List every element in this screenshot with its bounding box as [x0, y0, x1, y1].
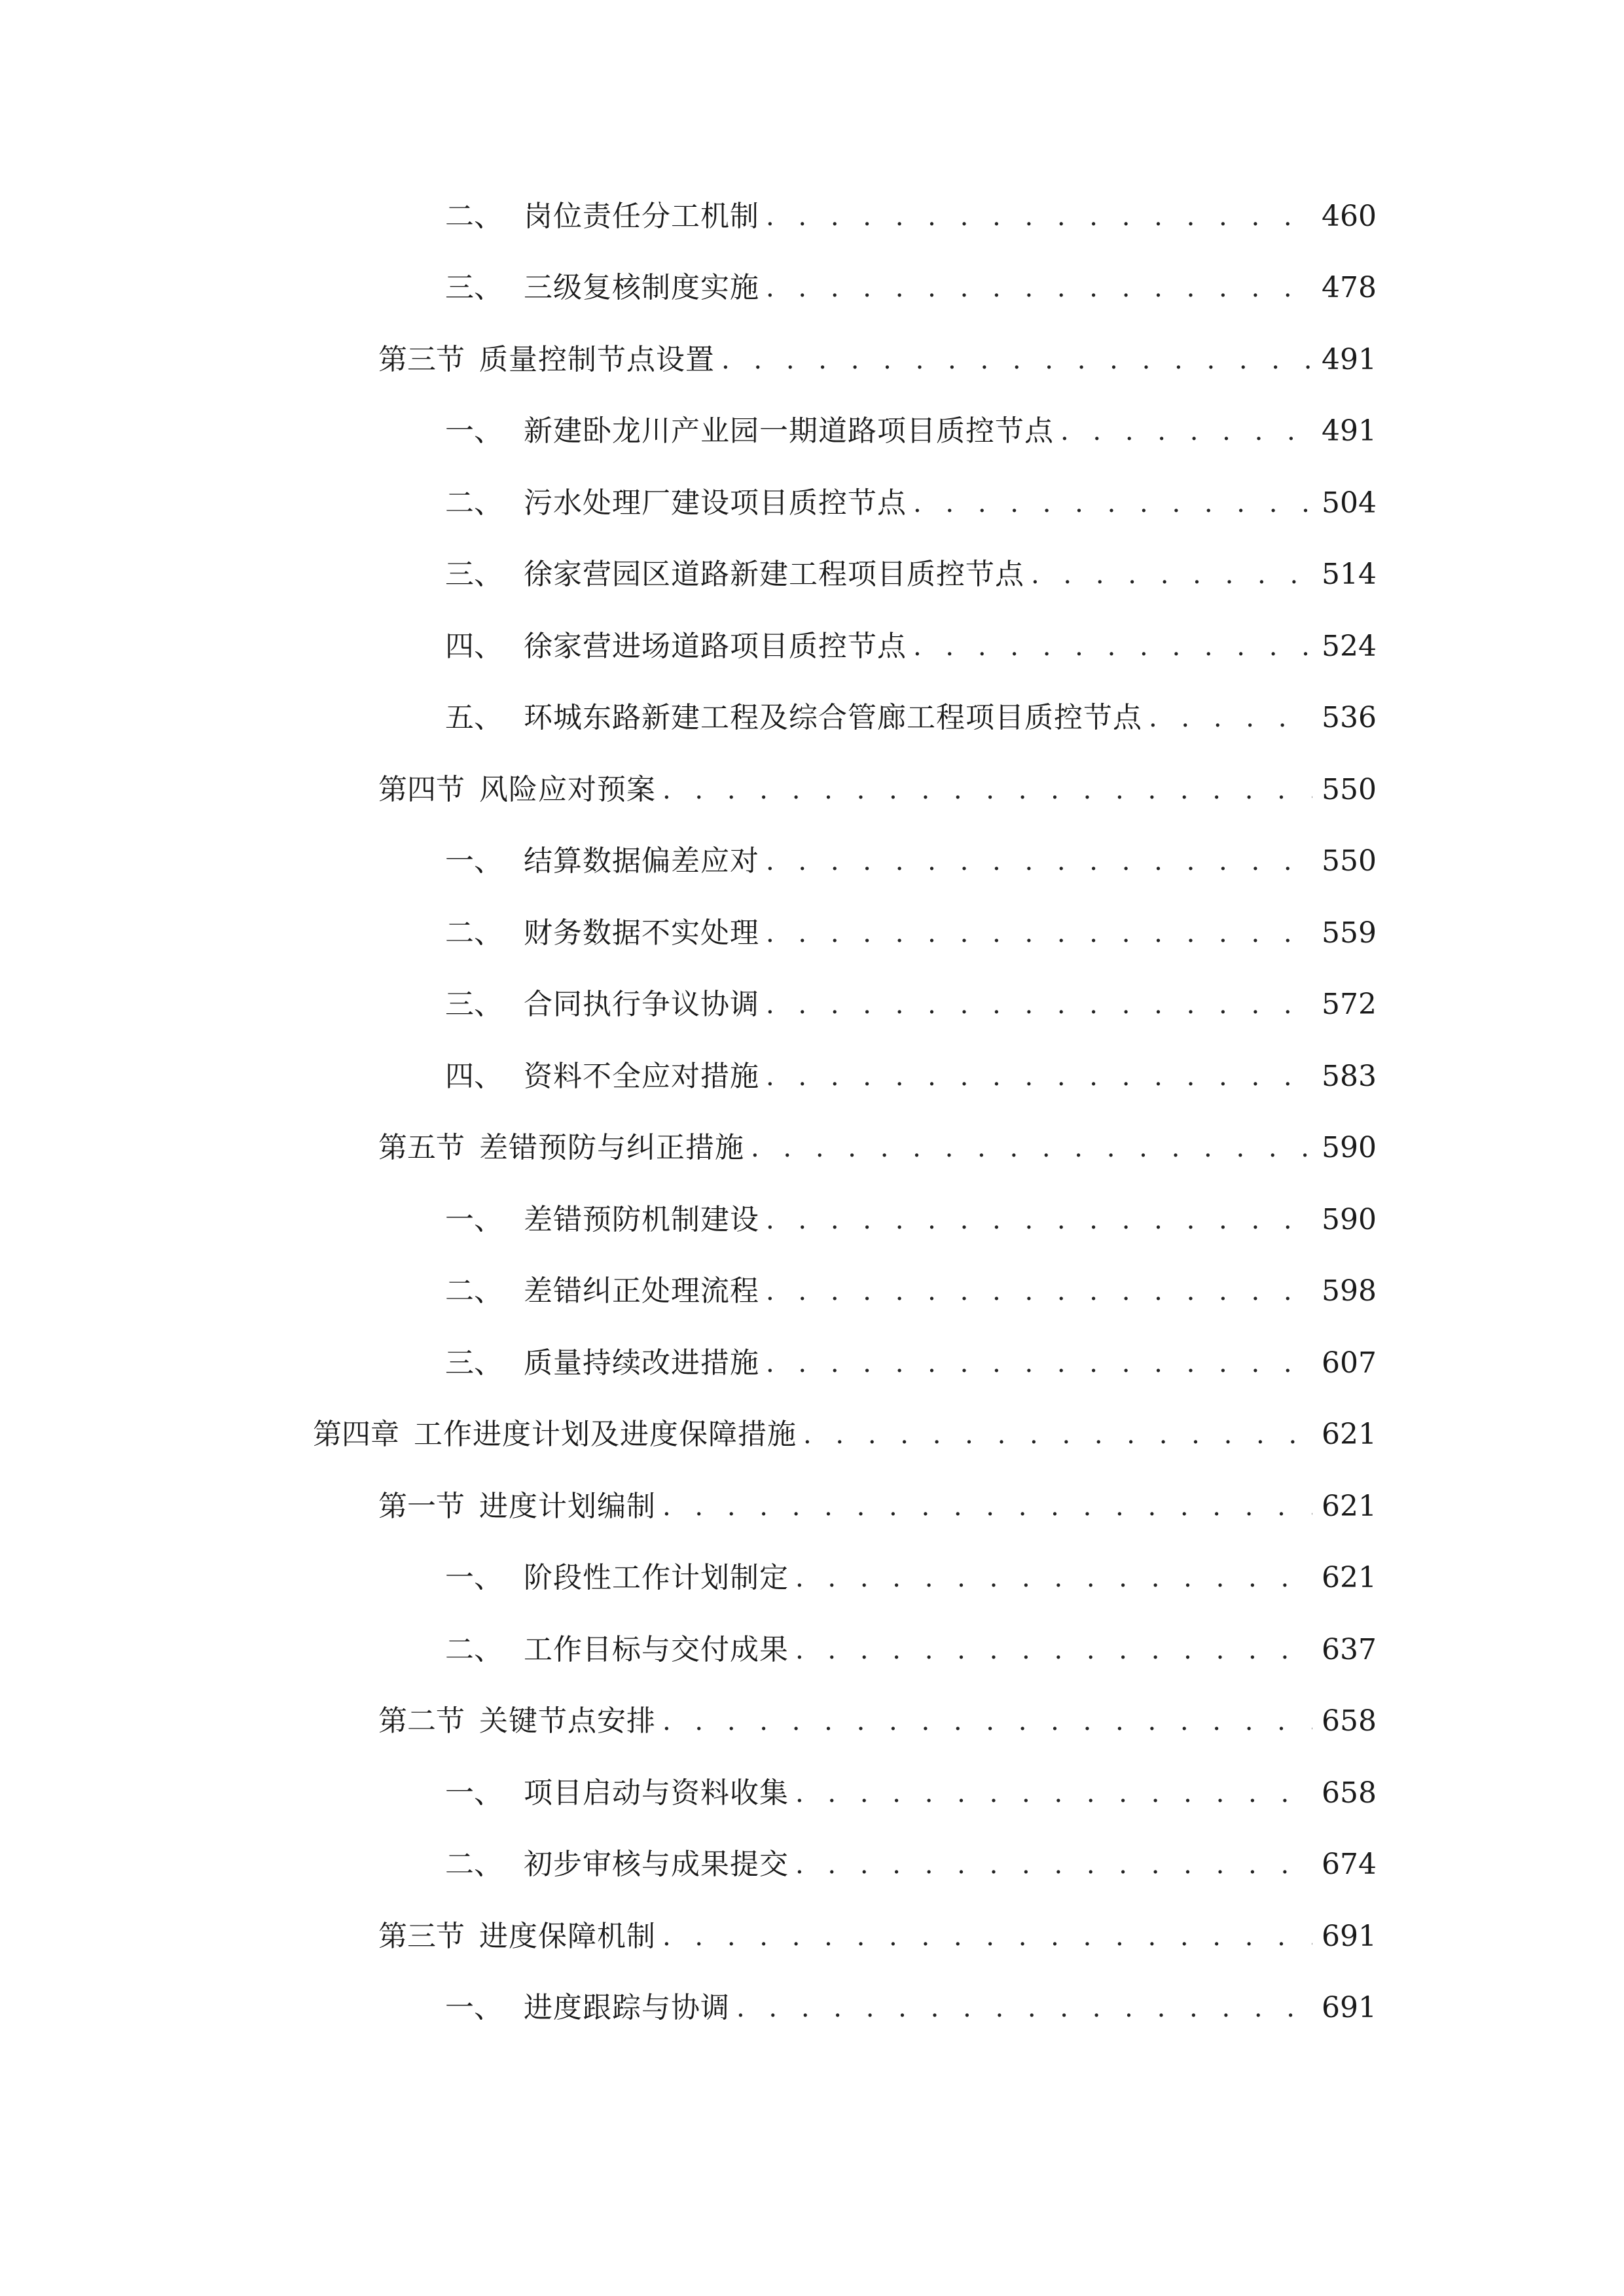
toc-entry-number: 一、 [445, 844, 503, 878]
toc-entry-number: 三、 [445, 558, 503, 591]
dot-leader [766, 910, 1312, 956]
toc-entry-page: 572 [1322, 988, 1377, 1021]
toc-entry-title: 关键节点安排 [479, 1704, 656, 1738]
dot-leader [721, 337, 1312, 383]
toc-entry-number: 三、 [445, 271, 503, 304]
dot-leader [913, 624, 1312, 670]
toc-entry-title: 风险应对预案 [479, 773, 656, 806]
toc-entry-page: 559 [1322, 916, 1377, 950]
toc-entry[interactable] [445, 1268, 1377, 1314]
dot-leader [1149, 695, 1312, 741]
toc-entry-title: 工作目标与交付成果 [524, 1633, 789, 1666]
toc-entry-page: 590 [1322, 1131, 1377, 1164]
toc-entry-number: 二、 [445, 486, 503, 520]
toc-entry-page: 658 [1322, 1776, 1377, 1810]
toc-entry-page: 621 [1322, 1490, 1377, 1523]
toc-entry[interactable] [445, 408, 1377, 454]
toc-entry[interactable] [445, 1340, 1377, 1386]
toc-entry[interactable] [378, 1914, 1377, 1960]
dot-leader [795, 1770, 1312, 1816]
toc-entry-title: 差错预防与纠正措施 [479, 1131, 744, 1164]
toc-entry-number: 第四章 [313, 1418, 399, 1451]
toc-entry[interactable] [445, 982, 1377, 1028]
toc-entry-title: 阶段性工作计划制定 [524, 1561, 789, 1594]
toc-entry-page: 514 [1322, 558, 1377, 591]
dot-leader [766, 265, 1312, 311]
dot-leader [662, 767, 1312, 813]
toc-entry-title: 三级复核制度实施 [524, 271, 759, 304]
toc-entry-number: 一、 [445, 1561, 503, 1594]
toc-entry-number: 三、 [445, 1346, 503, 1380]
toc-entry-number: 第四节 [378, 773, 465, 806]
toc-entry-page: 478 [1322, 271, 1377, 304]
toc-entry[interactable] [445, 194, 1377, 240]
dot-leader [766, 982, 1312, 1028]
toc-entry[interactable] [445, 624, 1377, 670]
dot-leader [766, 1054, 1312, 1100]
toc-entry[interactable] [378, 1484, 1377, 1530]
toc-entry-page: 550 [1322, 844, 1377, 878]
toc-entry-number: 第三节 [378, 343, 465, 376]
toc-entry-page: 550 [1322, 773, 1377, 806]
toc-entry-page: 491 [1322, 343, 1377, 376]
toc-entry[interactable] [445, 480, 1377, 526]
toc-entry[interactable] [445, 695, 1377, 741]
toc-entry-title: 项目启动与资料收集 [524, 1776, 789, 1810]
dot-leader [662, 1914, 1312, 1960]
toc-entry-page: 590 [1322, 1203, 1377, 1236]
toc-entry[interactable] [313, 1412, 1377, 1458]
dot-leader [913, 480, 1312, 526]
toc-entry-page: 637 [1322, 1633, 1377, 1666]
toc-entry-page: 621 [1322, 1561, 1377, 1594]
toc-entry[interactable] [445, 910, 1377, 956]
toc-entry[interactable] [445, 1197, 1377, 1243]
toc-entry-page: 504 [1322, 486, 1377, 520]
toc-entry-title: 环城东路新建工程及综合管廊工程项目质控节点 [524, 701, 1142, 734]
toc-entry[interactable] [445, 1842, 1377, 1888]
toc-entry[interactable] [445, 1770, 1377, 1816]
toc-entry-title: 徐家营进场道路项目质控节点 [524, 630, 907, 663]
toc-entry[interactable] [445, 1555, 1377, 1601]
dot-leader [795, 1627, 1312, 1673]
dot-leader [766, 1197, 1312, 1243]
toc-entry-title: 结算数据偏差应对 [524, 844, 759, 878]
dot-leader [662, 1484, 1312, 1530]
toc-entry-page: 536 [1322, 701, 1377, 734]
toc-entry-title: 质量持续改进措施 [524, 1346, 759, 1380]
dot-leader [795, 1555, 1312, 1601]
toc-entry-number: 三、 [445, 988, 503, 1021]
toc-entry-title: 岗位责任分工机制 [524, 200, 759, 233]
dot-leader [766, 1268, 1312, 1314]
toc-entry-number: 二、 [445, 916, 503, 950]
toc-entry[interactable] [378, 767, 1377, 813]
toc-entry-page: 691 [1322, 1991, 1377, 2024]
toc-entry[interactable] [445, 1054, 1377, 1100]
dot-leader [795, 1842, 1312, 1888]
dot-leader [1031, 552, 1312, 598]
toc-entry-number: 四、 [445, 1060, 503, 1093]
toc-entry-title: 财务数据不实处理 [524, 916, 759, 950]
toc-entry-page: 598 [1322, 1274, 1377, 1308]
toc-entry-page: 583 [1322, 1060, 1377, 1093]
toc-entry[interactable] [445, 1627, 1377, 1673]
toc-entry-page: 460 [1322, 200, 1377, 233]
toc-entry-number: 一、 [445, 1203, 503, 1236]
toc-entry-number: 一、 [445, 1991, 503, 2024]
dot-leader [1060, 408, 1312, 454]
toc-entry[interactable] [445, 265, 1377, 311]
toc-entry-title: 质量控制节点设置 [479, 343, 715, 376]
dot-leader [662, 1698, 1312, 1744]
toc-entry-number: 一、 [445, 1776, 503, 1810]
toc-entry-number: 二、 [445, 200, 503, 233]
toc-entry-title: 差错预防机制建设 [524, 1203, 759, 1236]
toc-entry[interactable] [378, 1125, 1377, 1171]
dot-leader [736, 1985, 1312, 2031]
toc-entry-page: 658 [1322, 1704, 1377, 1738]
toc-entry-title: 新建卧龙川产业园一期道路项目质控节点 [524, 414, 1054, 448]
toc-entry[interactable] [445, 838, 1377, 884]
toc-entry[interactable] [445, 1985, 1377, 2031]
dot-leader [751, 1125, 1312, 1171]
toc-entry-page: 524 [1322, 630, 1377, 663]
dot-leader [766, 194, 1312, 240]
dot-leader [766, 1340, 1312, 1386]
toc-entry[interactable] [378, 1698, 1377, 1744]
toc-entry-number: 五、 [445, 701, 503, 734]
toc-entry-number: 二、 [445, 1274, 503, 1308]
toc-entry-title: 合同执行争议协调 [524, 988, 759, 1021]
toc-entry-title: 资料不全应对措施 [524, 1060, 759, 1093]
toc-entry-title: 污水处理厂建设项目质控节点 [524, 486, 907, 520]
toc-entry-title: 差错纠正处理流程 [524, 1274, 759, 1308]
toc-entry-number: 第二节 [378, 1704, 465, 1738]
toc-entry-title: 进度保障机制 [479, 1920, 656, 1953]
toc-entry-title: 徐家营园区道路新建工程项目质控节点 [524, 558, 1024, 591]
toc-entry[interactable] [378, 337, 1377, 383]
toc-entry-title: 初步审核与成果提交 [524, 1848, 789, 1881]
toc-entry-page: 491 [1322, 414, 1377, 448]
toc-entry-title: 进度计划编制 [479, 1490, 656, 1523]
toc-entry-number: 一、 [445, 414, 503, 448]
dot-leader [766, 838, 1312, 884]
toc-entry-number: 二、 [445, 1848, 503, 1881]
toc-entry-number: 第三节 [378, 1920, 465, 1953]
toc-entry-page: 674 [1322, 1848, 1377, 1881]
toc-entry-number: 第一节 [378, 1490, 465, 1523]
toc-entry-title: 进度跟踪与协调 [524, 1991, 730, 2024]
toc-entry-number: 四、 [445, 630, 503, 663]
toc-entry-page: 607 [1322, 1346, 1377, 1380]
toc-entry-number: 二、 [445, 1633, 503, 1666]
toc-entry-title: 工作进度计划及进度保障措施 [414, 1418, 797, 1451]
toc-entry[interactable] [445, 552, 1377, 598]
dot-leader [803, 1412, 1312, 1458]
toc-entry-page: 691 [1322, 1920, 1377, 1953]
toc-entry-number: 第五节 [378, 1131, 465, 1164]
toc-entry-page: 621 [1322, 1418, 1377, 1451]
